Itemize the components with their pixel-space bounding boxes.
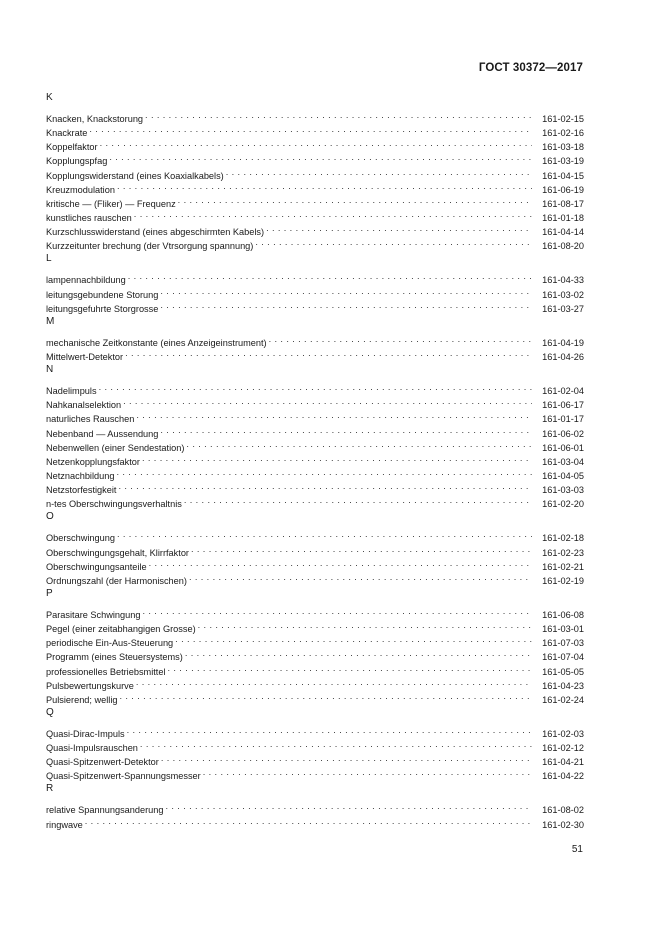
section-letter: N [46, 364, 54, 376]
entry-code: 161-04-05 [542, 470, 584, 481]
page-number: 51 [571, 844, 583, 855]
entry-code: 161-07-03 [542, 638, 584, 649]
index-entry [46, 527, 584, 544]
index-entry [46, 179, 584, 193]
dot-leader [145, 108, 532, 122]
entry-term: Quasi-Dirac-Impuls [46, 728, 125, 739]
entry-term: Kreuzmodulation [46, 184, 115, 195]
entry-code: 161-02-12 [542, 743, 584, 754]
entry-term: kunstliches rauschen [46, 212, 132, 223]
entry-term: relative Spannungsanderung [46, 805, 164, 816]
dot-leader [203, 765, 532, 779]
index-entry [46, 604, 584, 618]
index-entry [46, 493, 584, 510]
entry-term: Programm (eines Steuersystems) [46, 652, 183, 663]
index-section-l [46, 251, 584, 314]
entry-code: 161-03-01 [542, 624, 584, 635]
section-letter: M [46, 315, 55, 327]
entry-code: 161-03-04 [542, 456, 584, 467]
entry-code: 161-06-17 [542, 400, 584, 411]
entry-term: Netzenkopplungsfaktor [46, 456, 140, 467]
entry-term: Parasitare Schwingung [46, 609, 141, 620]
dot-leader [89, 122, 532, 136]
entry-term: Oberschwingung [46, 533, 115, 544]
index-entry [46, 394, 584, 411]
dot-leader [175, 632, 532, 646]
entry-term: Nadelimpuls [46, 386, 97, 397]
entry-code: 161-04-22 [542, 771, 584, 782]
entry-code: 161-04-15 [542, 170, 584, 181]
index-entry [46, 284, 584, 298]
index-entry [46, 193, 584, 207]
entry-term: Nahkanalselektion [46, 400, 122, 411]
entry-term: Netznachbildung [46, 470, 115, 481]
entry-code: 161-06-08 [542, 609, 584, 620]
entry-term: Ordnungszahl (der Harmonischen) [46, 575, 187, 586]
entry-term: Kopplungspfag [46, 156, 108, 167]
entry-term: lampennachbildung [46, 275, 126, 286]
entry-term: Pulsierend; wellig [46, 694, 118, 705]
entry-term: leitungsgebundene Storung [46, 289, 159, 300]
dot-leader [128, 269, 532, 283]
dot-leader [134, 207, 532, 221]
dot-leader [161, 751, 532, 765]
entry-term: Kurzzeitunter brechung (der Vtrsorgung spannung) [46, 241, 254, 252]
entry-term: Oberschwingungsanteile [46, 561, 147, 572]
index-section-r [46, 781, 584, 830]
entry-code: 161-04-26 [542, 351, 584, 362]
entry-term: Nebenwellen (einer Sendestation) [46, 442, 185, 453]
entry-term: Mittelwert-Detektor [46, 351, 124, 362]
entry-code: 161-04-21 [542, 757, 584, 768]
dot-leader [266, 221, 532, 235]
dot-leader [99, 380, 532, 394]
index-entry [46, 346, 584, 360]
index-entry [46, 332, 584, 346]
entry-code: 161-08-02 [542, 805, 584, 816]
dot-leader [117, 179, 532, 193]
entry-code: 161-01-17 [542, 414, 584, 425]
dot-leader [168, 661, 533, 675]
index-entry [46, 723, 584, 737]
entry-term: periodische Ein-Aus-Steuerung [46, 638, 174, 649]
alphabetical-index [46, 90, 584, 830]
index-entry [46, 269, 584, 286]
index-entry [46, 465, 584, 479]
dot-leader [109, 150, 532, 164]
dot-leader [127, 723, 532, 737]
dot-leader [178, 193, 532, 207]
entry-code: 161-06-19 [542, 184, 584, 195]
entry-code: 161-03-03 [542, 485, 584, 496]
index-entry [46, 479, 584, 496]
entry-code: 161-02-30 [542, 819, 584, 830]
index-section-k [46, 90, 584, 252]
dot-leader [85, 814, 532, 828]
section-letter: O [46, 511, 54, 523]
entry-term: kritische — (Fliker) — Frequenz [46, 198, 176, 209]
entry-code: 161-03-19 [542, 156, 584, 167]
index-section-n [46, 362, 584, 510]
entry-code: 161-04-14 [542, 227, 584, 238]
entry-term: ringwave [46, 819, 83, 830]
entry-term: naturliches Rauschen [46, 414, 135, 425]
dot-leader [149, 556, 532, 570]
dot-leader [142, 451, 532, 465]
entry-term: Knackrate [46, 128, 88, 139]
entry-code: 161-06-01 [542, 442, 584, 453]
index-section-m [46, 314, 584, 360]
dot-leader [160, 298, 532, 312]
dot-leader [117, 527, 532, 541]
entry-term: Nebenband — Aussendung [46, 428, 159, 439]
index-entry [46, 814, 584, 828]
entry-term: Kopplungswiderstand (eines Koaxialkabels) [46, 170, 224, 181]
section-letter: L [46, 253, 52, 265]
dot-leader [123, 394, 532, 408]
entry-code: 161-02-19 [542, 575, 584, 586]
dot-leader [120, 689, 533, 703]
section-letter: K [46, 92, 53, 103]
dot-leader [226, 165, 532, 179]
entry-code: 161-06-02 [542, 428, 584, 439]
entry-term: Quasi-Spitzenwert-Detektor [46, 757, 159, 768]
dot-leader [185, 646, 532, 660]
entry-code: 161-02-23 [542, 547, 584, 558]
entry-code: 161-02-04 [542, 386, 584, 397]
entry-code: 161-02-21 [542, 561, 584, 572]
dot-leader [136, 408, 532, 422]
index-entry [46, 737, 584, 754]
dot-leader [136, 675, 532, 689]
dot-leader [189, 570, 532, 584]
dot-leader [186, 437, 532, 451]
dot-leader [160, 284, 532, 298]
index-section-o [46, 509, 584, 584]
index-entry [46, 136, 584, 153]
index-section-p [46, 586, 584, 703]
entry-code: 161-08-20 [542, 241, 584, 252]
entry-code: 161-03-27 [542, 303, 584, 314]
dot-leader [198, 618, 532, 632]
dot-leader [125, 346, 532, 360]
index-entry [46, 542, 584, 556]
entry-term: Pegel (einer zeitabhangigen Grosse) [46, 624, 196, 635]
entry-code: 161-03-02 [542, 289, 584, 300]
entry-term: n-tes Oberschwingungsverhaltnis [46, 499, 182, 510]
entry-code: 161-01-18 [542, 212, 584, 223]
entry-code: 161-03-18 [542, 142, 584, 153]
entry-term: Quasi-Spitzenwert-Spannungsmesser [46, 771, 201, 782]
index-entry [46, 108, 584, 122]
index-entry [46, 122, 584, 139]
index-entry [46, 408, 584, 425]
entry-term: Netzstorfestigkeit [46, 485, 117, 496]
section-letter: Q [46, 706, 54, 718]
dot-leader [140, 737, 532, 751]
index-entry [46, 150, 584, 167]
dot-leader [118, 479, 532, 493]
dot-leader [116, 465, 532, 479]
index-entry [46, 380, 584, 397]
entry-code: 161-02-20 [542, 499, 584, 510]
entry-term: Quasi-Impulsrauschen [46, 743, 138, 754]
entry-term: Pulsbewertungskurve [46, 680, 134, 691]
entry-term: Oberschwingungsgehalt, Klirrfaktor [46, 547, 189, 558]
index-entry [46, 799, 584, 816]
entry-code: 161-02-15 [542, 114, 584, 124]
dot-leader [191, 542, 532, 556]
document-code-header: ГОСТ 30372—2017 [478, 62, 583, 74]
entry-term: leitungsgefuhrte Storgrosse [46, 303, 159, 314]
entry-code: 161-02-16 [542, 128, 584, 139]
entry-code: 161-04-19 [542, 337, 584, 348]
entry-code: 161-07-04 [542, 652, 584, 663]
entry-code: 161-02-18 [542, 533, 584, 544]
entry-code: 161-02-03 [542, 728, 584, 739]
dot-leader [160, 423, 532, 437]
index-section-q [46, 705, 584, 780]
dot-leader [166, 799, 533, 813]
dot-leader [184, 493, 532, 507]
dot-leader [142, 604, 532, 618]
entry-term: mechanische Zeitkonstante (eines Anzeigeinstrument) [46, 337, 267, 348]
entry-code: 161-04-33 [542, 275, 584, 286]
index-entry [46, 165, 584, 179]
entry-term: Knacken, Knackstorung [46, 114, 144, 124]
entry-code: 161-02-24 [542, 694, 584, 705]
entry-term: Koppelfaktor [46, 142, 98, 153]
entry-term: professionelles Betriebsmittel [46, 666, 166, 677]
entry-code: 161-04-23 [542, 680, 584, 691]
entry-code: 161-08-17 [542, 198, 584, 209]
index-entry [46, 689, 584, 703]
dot-leader [269, 332, 532, 346]
section-letter: P [46, 587, 53, 599]
section-letter: R [46, 783, 54, 795]
dot-leader [255, 235, 532, 249]
entry-term: Kurzschlusswiderstand (eines abgeschirmten Kabels) [46, 227, 265, 238]
entry-code: 161-05-05 [542, 666, 584, 677]
dot-leader [100, 136, 532, 150]
